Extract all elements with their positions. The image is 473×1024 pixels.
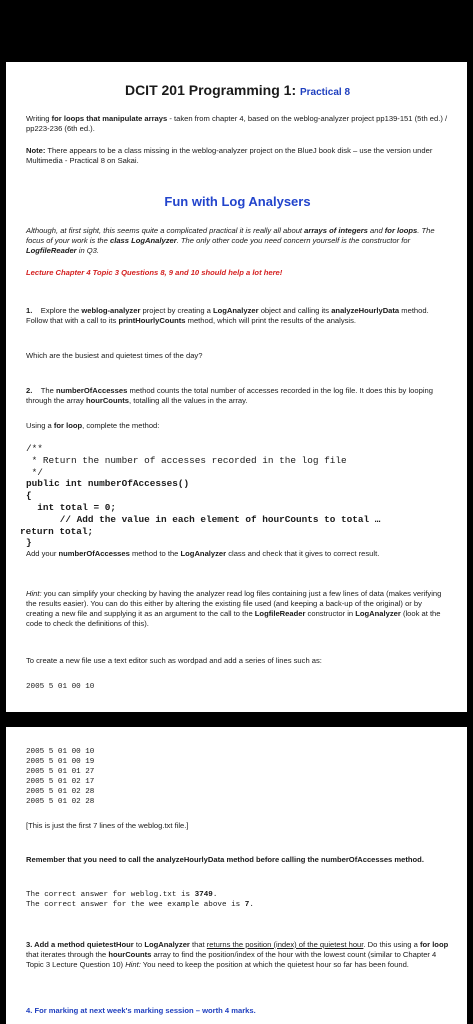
log-line: 2005 5 01 00 10 [26, 748, 95, 756]
document-page-2 [6, 727, 467, 1024]
marking-note: 4. For marking at next week's marking session – worth 4 marks. [26, 1006, 256, 1015]
code-line: /** [26, 443, 43, 454]
question-1-prompt: Which are the busiest and quietest times of the day? [26, 351, 203, 360]
create-file-paragraph: To create a new file use a text editor such as wordpad and add a series of lines such as: [26, 656, 322, 665]
code-line: { [26, 490, 32, 502]
document-page-1 [6, 62, 467, 712]
log-line: 2005 5 01 00 19 [26, 758, 95, 766]
log-line: 2005 5 01 02 28 [26, 788, 95, 796]
code-line: public int numberOfAccesses() [26, 478, 190, 490]
note-paragraph: Note: There appears to be a class missing in the weblog-analyzer project on the BlueJ book disk – use the version under Multimedia - Practical 8 on Sakai. [26, 146, 433, 165]
question-1: 1. Explore the weblog-analyzer project by creating a LogAnalyzer object and calling its analyzeHourlyData method. Follow that with a call to its printHourlyCounts method, which will print the results of the analysis. [26, 306, 429, 325]
page-title: DCIT 201 Programming 1: Practical 8 [124, 82, 351, 98]
question-2: 2. The numberOfAccesses method counts the total number of accesses recorded in the log file. It does this by looping through the array hourCounts, totalling all the values in the array. [26, 386, 433, 405]
answer-example: The correct answer for the wee example above is 7. [26, 901, 254, 909]
code-line: int total = 0; [26, 501, 117, 513]
lecture-hint: Lecture Chapter 4 Topic 3 Questions 8, 9 and 10 should help a lot here! [26, 268, 283, 277]
answer-weblog: The correct answer for weblog.txt is 3749. [26, 891, 218, 899]
remember-note: Remember that you need to call the analyzeHourlyData method before calling the numberOfAccesses method. [26, 855, 424, 864]
log-line: 2005 5 01 01 27 [26, 768, 95, 776]
section-heading: Fun with Log Analysers [164, 194, 311, 209]
hint-paragraph: Hint: you can simplify your checking by having the analyzer read log files containing just a few lines of data (makes verifying the results easier). You can do this either by altering the existing file used (and keeping a back-up of the original) or by creating a new file and supplying it as an argument to the call to the LogfileReader constructor in LogAnalyzer (look at the code to check the definitions of this). [26, 589, 442, 628]
answers-block [26, 890, 449, 910]
intro-paragraph: Writing for loops that manipulate arrays - taken from chapter 4, based on the weblog-analyzer project pp139-151 (5th ed.) / pp223-236 (6th ed.). [26, 114, 448, 133]
practical-number: Practical 8 [300, 87, 351, 98]
sample-log-line: 2005 5 01 00 10 [26, 683, 95, 691]
log-line: 2005 5 01 02 17 [26, 778, 95, 786]
overview-paragraph: Although, at first sight, this seems quite a complicated practical it is really all about arrays of integers and for loops. The focus of your work is the class LogAnalyzer. The only other code you need concern yourself is the constructor for LogfileReader in Q3. [26, 226, 435, 255]
add-method-paragraph: Add your numberOfAccesses method to the LogAnalyzer class and check that it gives to correct result. [26, 549, 380, 558]
log-line: 2005 5 01 02 28 [26, 798, 95, 806]
code-line: */ [26, 466, 43, 478]
question-3: 3. Add a method quietestHour to LogAnalyzer that returns the position (index) of the quietest hour. Do this using a for loop that iterates through the hourCounts array to find the position/index of the hour with the lowest count (similar to Chapter 4 Topic 3 Lecture Question 10) Hint: You need to keep the position at which the quietest hour so far has been found. [26, 940, 449, 969]
code-block [20, 443, 449, 549]
code-line: * Return the number of accesses recorded in the log file [26, 454, 347, 466]
first-lines-note: [This is just the first 7 lines of the weblog.txt file.] [26, 821, 189, 830]
code-line: } [26, 537, 32, 549]
question-2-instruction: Using a for loop, complete the method: [26, 421, 160, 430]
code-line: return total; [20, 525, 94, 537]
log-lines [26, 747, 449, 807]
code-line: // Add the value in each element of hourCounts to total … [26, 513, 381, 525]
